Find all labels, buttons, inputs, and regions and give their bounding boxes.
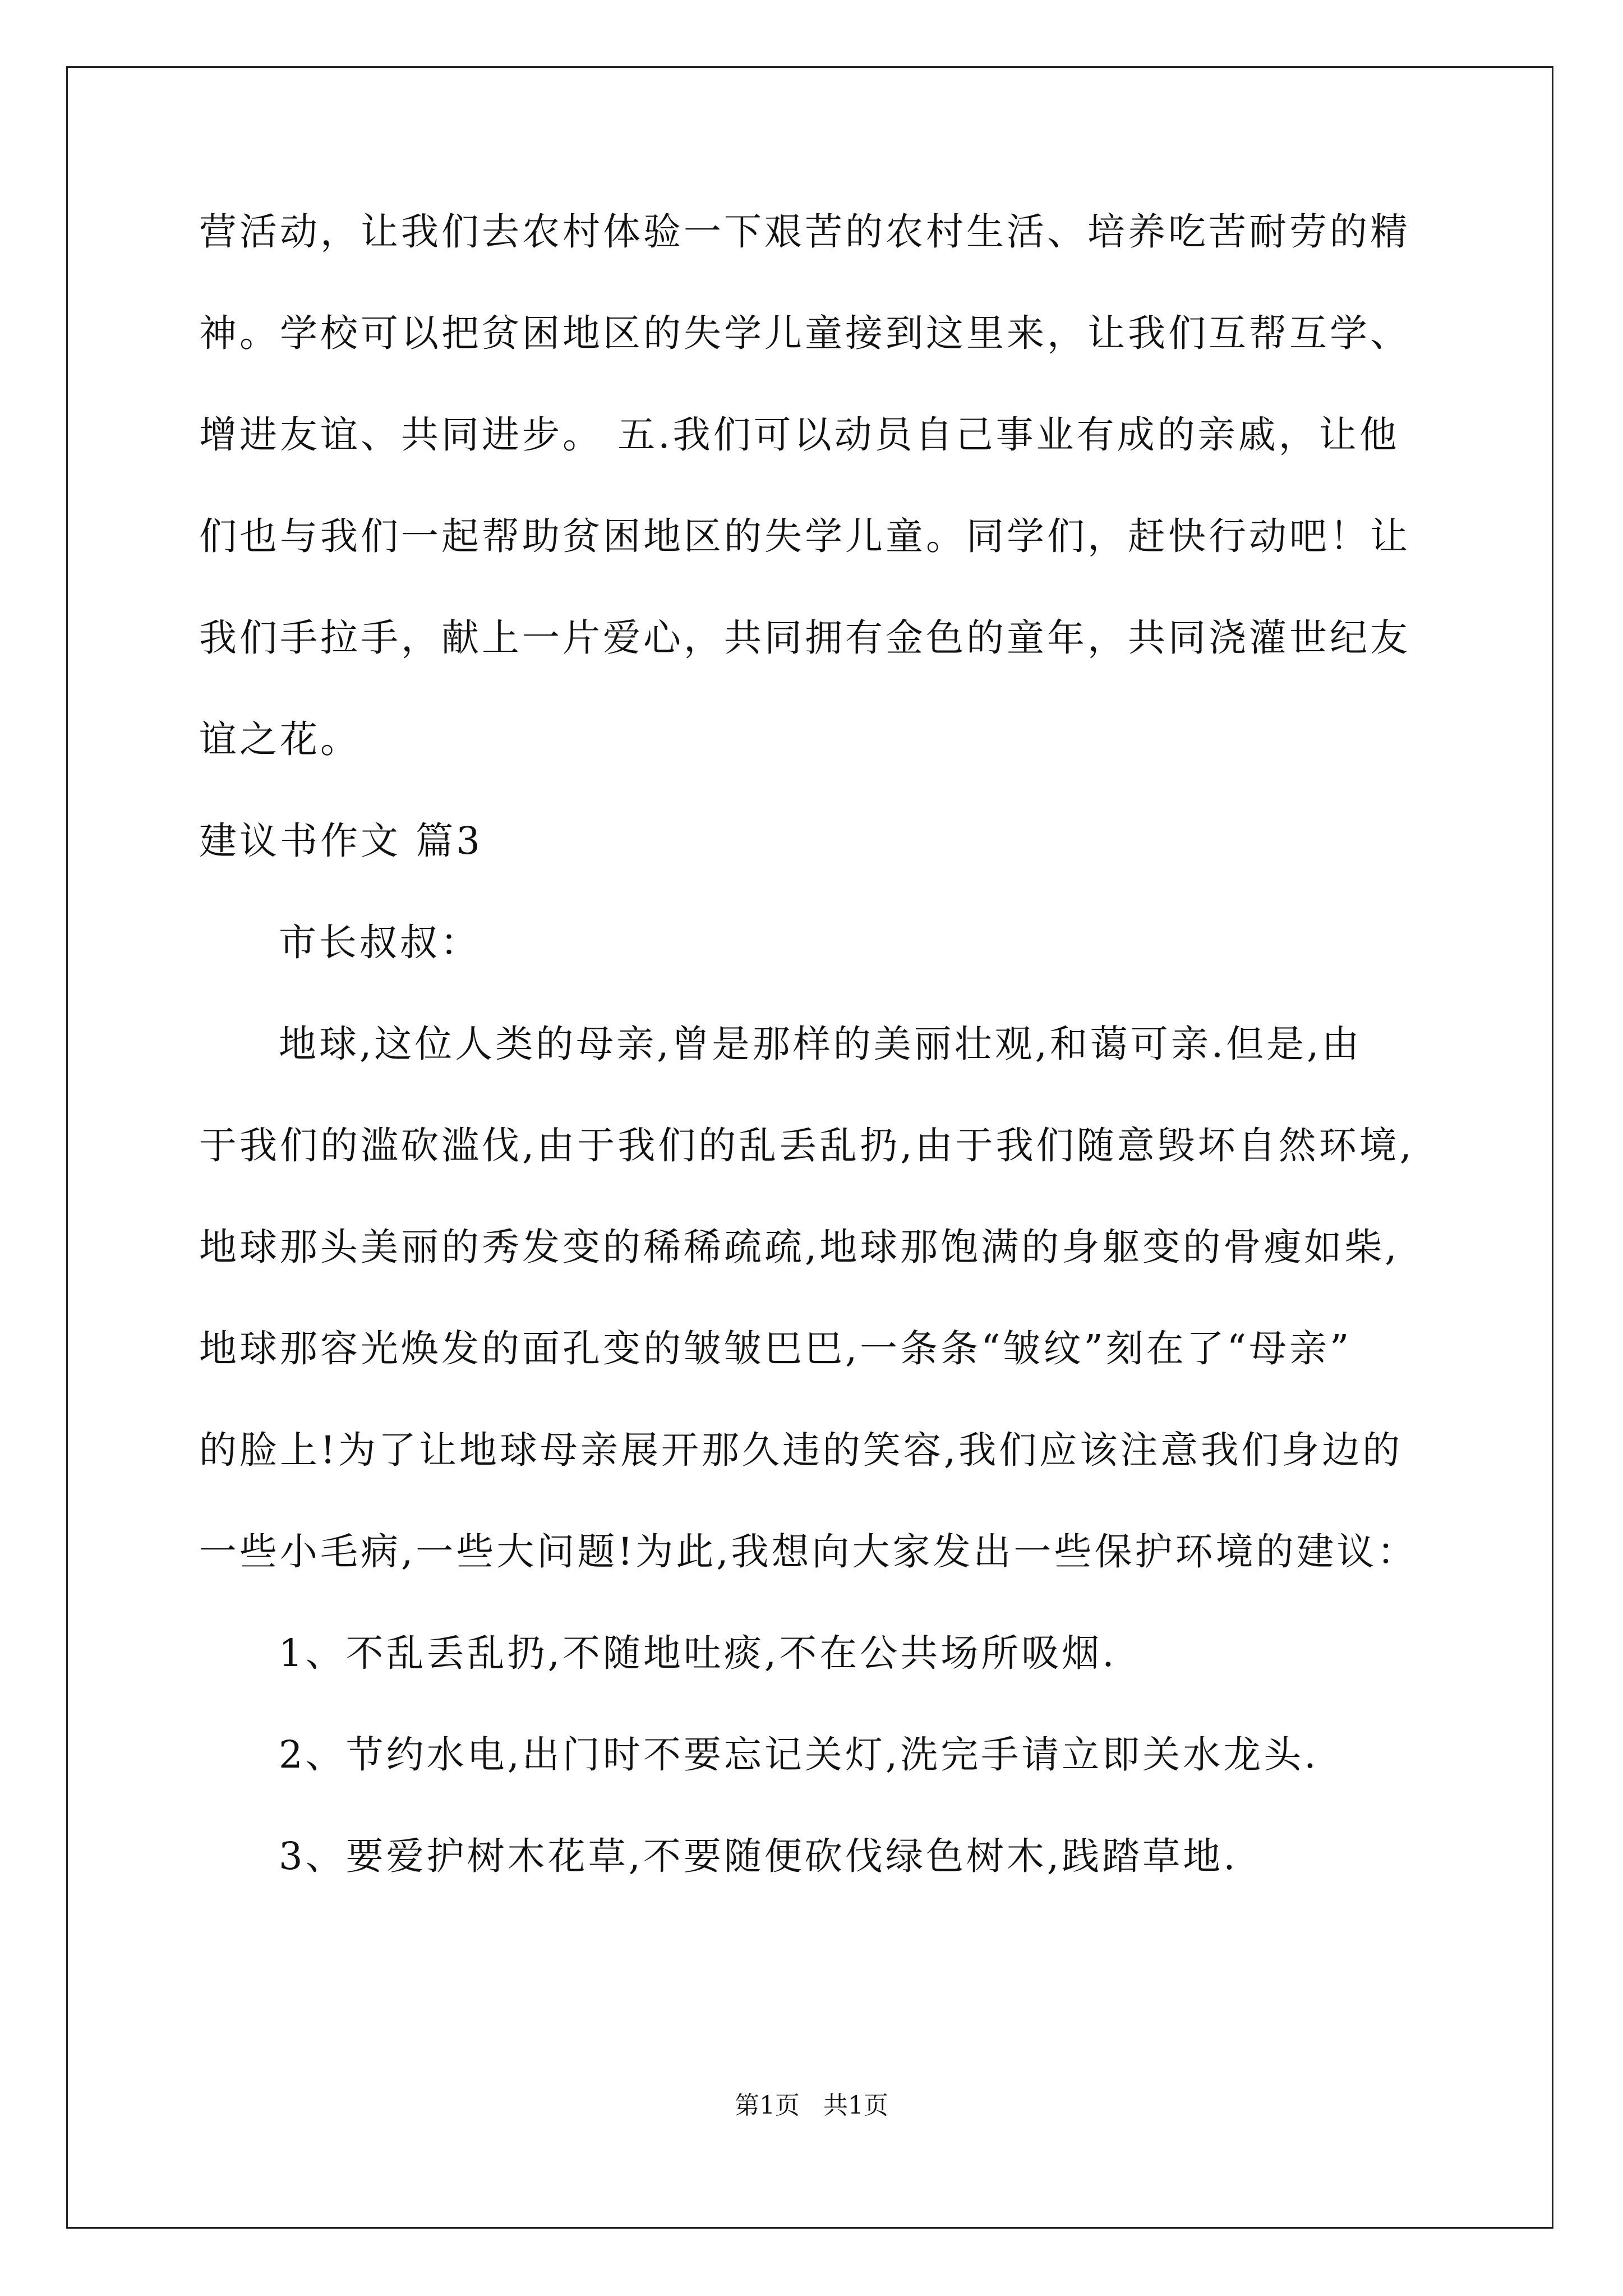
paragraph-line: 我们手拉手，献上一片爱心，共同拥有金色的童年，共同浇灌世纪友 xyxy=(199,616,1410,660)
paragraph-line: 增进友谊、共同进步。 五.我们可以动员自己事业有成的亲戚，让他 xyxy=(199,413,1400,457)
paragraph-line: 地球那容光焕发的面孔变的皱皱巴巴,一条条“皱纹”刻在了“母亲” xyxy=(199,1327,1352,1370)
section-heading: 建议书作文 篇3 xyxy=(199,819,483,863)
paragraph-line: 们也与我们一起帮助贫困地区的失学儿童。同学们，赶快行动吧！让 xyxy=(199,514,1410,558)
paragraph-line: 地球,这位人类的母亲,曾是那样的美丽壮观,和蔼可亲.但是,由 xyxy=(279,1022,1362,1066)
document-body xyxy=(199,210,1433,1939)
page-total: 共1页 xyxy=(823,2091,888,2120)
paragraph-line: 谊之花。 xyxy=(199,717,361,761)
page-number: 第1页 xyxy=(735,2091,800,2120)
list-item: 1、不乱丢乱扔,不随地吐痰,不在公共场所吸烟. xyxy=(279,1631,1117,1675)
paragraph-line: 营活动，让我们去农村体验一下艰苦的农村生活、培养吃苦耐劳的精 xyxy=(199,210,1410,254)
paragraph-line: 于我们的滥砍滥伐,由于我们的乱丢乱扔,由于我们随意毁坏自然环境, xyxy=(199,1124,1414,1167)
salutation: 市长叔叔： xyxy=(279,921,481,964)
paragraph-line: 神。学校可以把贫困地区的失学儿童接到这里来，让我们互帮互学、 xyxy=(199,311,1410,355)
list-item: 3、要爱护树木花草,不要随便砍伐绿色树木,践踏草地. xyxy=(279,1834,1238,1878)
paragraph-line: 一些小毛病,一些大问题!为此,我想向大家发出一些保护环境的建议： xyxy=(199,1530,1418,1573)
paragraph-line: 的脸上!为了让地球母亲展开那久违的笑容,我们应该注意我们身边的 xyxy=(199,1428,1403,1472)
list-item: 2、节约水电,出门时不要忘记关灯,洗完手请立即关水龙头. xyxy=(279,1733,1319,1777)
paragraph-line: 地球那头美丽的秀发变的稀稀疏疏,地球那饱满的身躯变的骨瘦如柴, xyxy=(199,1225,1400,1269)
page-footer xyxy=(0,2093,1623,2118)
